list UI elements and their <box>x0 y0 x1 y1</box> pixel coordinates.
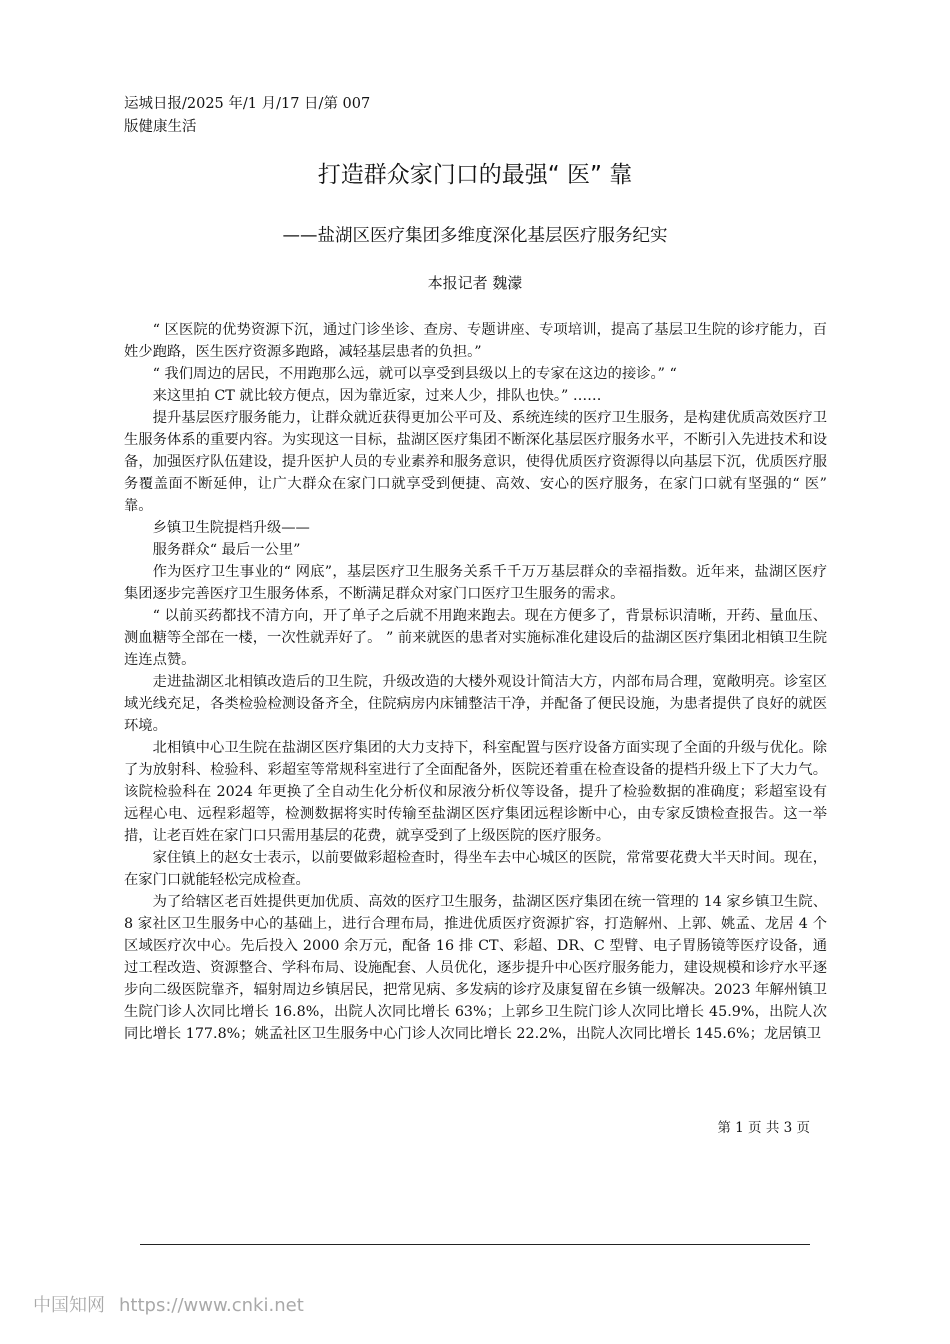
paragraph: 家住镇上的赵女士表示，以前要做彩超检查时，得坐车去中心城区的医院，常常要花费大半天时间。现在，在家门口就能轻松完成检查。 <box>124 850 827 888</box>
paragraph: 提升基层医疗服务能力，让群众就近获得更加公平可及、系统连续的医疗卫生服务，是构建优质高效医疗卫生服务体系的重要内容。为实现这一目标，盐湖区医疗集团不断深化基层医疗服务水平，不断引入先进技术和设备，加强医疗队伍建设，提升医护人员的专业素养和服务意识，使得优质医疗资源得以向基层下沉，优质医疗服务覆盖面不断延伸，让广大群众在家门口就享受到便捷、高效、安心的医疗服务，在家门口就有坚强的“ 医” 靠。 <box>124 410 827 514</box>
watermark-url: https://www.cnki.net <box>119 1295 304 1316</box>
cnki-watermark <box>33 1293 304 1319</box>
paragraph: “ 以前买药都找不清方向，开了单子之后就不用跑来跑去。现在方便多了，背景标识清晰，开药、量血压、测血糖等全部在一楼，一次性就弄好了。 ” 前来就医的患者对实施标准化建设后的盐湖区医疗集团北相镇卫生院连连点赞。 <box>124 608 827 668</box>
paragraph: 为了给辖区老百姓提供更加优质、高效的医疗卫生服务，盐湖区医疗集团在统一管理的 14 家乡镇卫生院、8 家社区卫生服务中心的基础上，进行合理布局，推进优质医疗资源扩容，打造解州、上郭、姚孟、龙居 4 个区域医疗次中心。先后投入 2000 余万元，配备 16 排 CT、彩超、DR、C 型臂、电子胃肠镜等医疗设备，通过工程改造、资源整合、学科布局、设施配套、人员优化，逐步提升中心医疗服务能力，建设规模和诊疗水平逐步向二级医院靠齐，辐射周边乡镇居民，把常见病、多发病的诊疗及康复留在乡镇一级解决。2023 年解州镇卫生院门诊人次同比增长 16.8%，出院人次同比增长 63%；上郭乡卫生院门诊人次同比增长 45.9%，出院人次同比增长 177.8%；姚孟社区卫生服务中心门诊人次同比增长 22.2%，出院人次同比增长 145.6%；龙居镇卫 <box>124 894 827 1042</box>
paragraph: 走进盐湖区北相镇改造后的卫生院，升级改造的大楼外观设计简洁大方，内部布局合理，宽敞明亮。诊室区域光线充足，各类检验检测设备齐全，住院病房内床铺整洁干净，并配备了便民设施，为患者提供了良好的就医环境。 <box>124 674 827 734</box>
paragraph: “ 区医院的优势资源下沉，通过门诊坐诊、查房、专题讲座、专项培训，提高了基层卫生院的诊疗能力，百姓少跑路，医生医疗资源多跑路，减轻基层患者的负担。” <box>124 322 827 360</box>
article-subtitle: ——盐湖区医疗集团多维度深化基层医疗服务纪实 <box>282 226 668 246</box>
source-line-2: 版健康生活 <box>124 119 197 135</box>
source-line-1: 运城日报/2025 年/1 月/17 日/第 007 <box>124 96 371 112</box>
paragraph: 北相镇中心卫生院在盐湖区医疗集团的大力支持下，科室配置与医疗设备方面实现了全面的升级与优化。除了为放射科、检验科、彩超室等常规科室进行了全面配备外，医院还着重在检查设备的提档升级上下了大力气。该院检验科在 2024 年更换了全自动生化分析仪和尿液分析仪等设备，提升了检验数据的准确度；彩超室设有远程心电、远程彩超等，检测数据将实时传输至盐湖区医疗集团远程诊断中心，由专家反馈检查报告。这一举措，让老百姓在家门口只需用基层的花费，就享受到了上级医院的医疗服务。 <box>124 740 827 844</box>
paragraph: 作为医疗卫生事业的“ 网底”，基层医疗卫生服务关系千千万万基层群众的幸福指数。近年来，盐湖区医疗集团逐步完善医疗卫生服务体系，不断满足群众对家门口医疗卫生服务的需求。 <box>124 564 827 602</box>
page-number: 第 1 页 共 3 页 <box>717 1120 810 1136</box>
publication-source <box>124 93 404 139</box>
footer-divider <box>140 1244 810 1245</box>
article-title: 打造群众家门口的最强“ 医” 靠 <box>317 162 633 188</box>
section-heading: 服务群众“ 最后一公里” <box>152 542 301 558</box>
paragraph: 来这里拍 CT 就比较方便点，因为靠近家，过来人少，排队也快。” …… <box>152 388 602 404</box>
paragraph: “ 我们周边的居民，不用跑那么远，就可以享受到县级以上的专家在这边的接诊。” “ <box>152 366 677 382</box>
section-heading: 乡镇卫生院提档升级—— <box>152 520 310 536</box>
article-body <box>124 319 827 1045</box>
article-author: 本报记者 魏濛 <box>427 274 523 292</box>
watermark-brand: 中国知网 <box>33 1295 105 1316</box>
